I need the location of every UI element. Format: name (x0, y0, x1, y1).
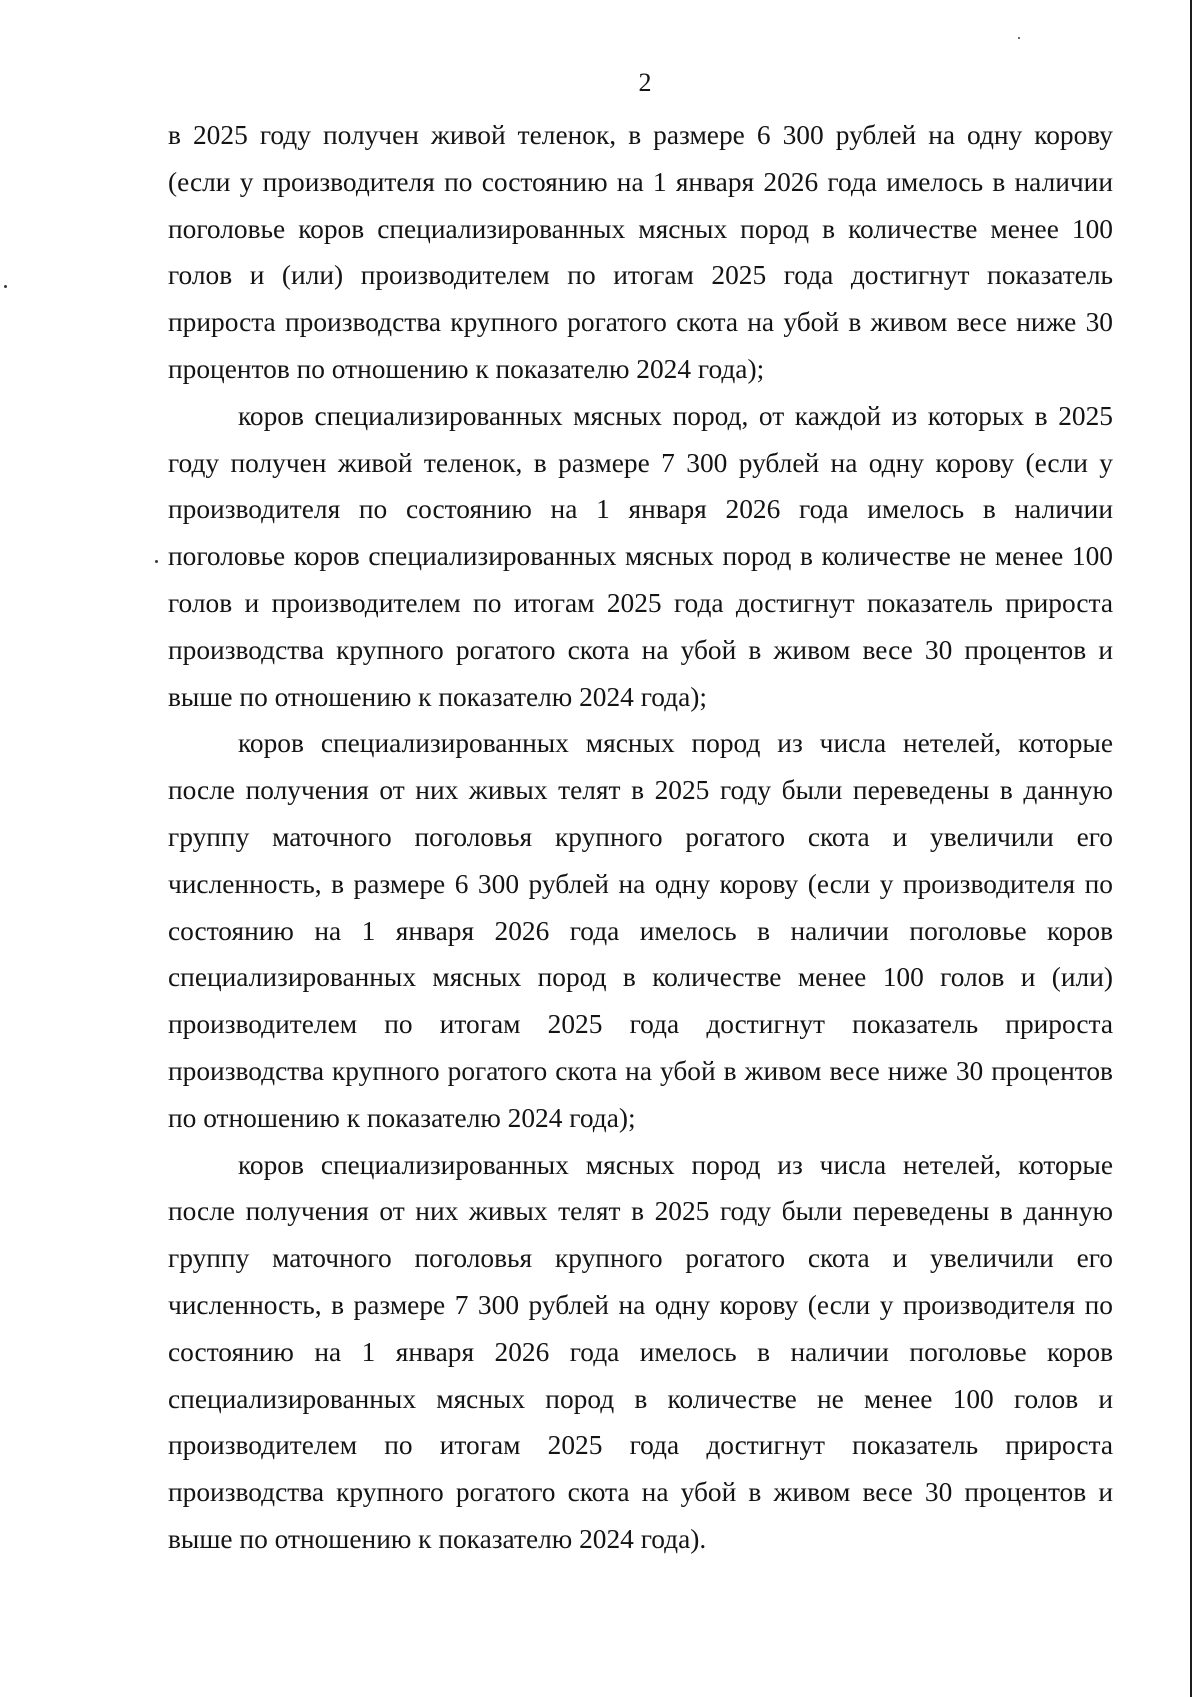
scan-speck (4, 285, 7, 288)
paragraph-2: коров специализированных мясных пород, от каждой из которых в 2025 году получен живой теленок, в размере 7 300 рублей на одну корову (если у производителя по состоянию на 1 января 2026 года имелось в наличии поголовье коров специализированных мясных пород в количестве не менее 100 голов и производителем по итогам 2025 года достигнут показатель прироста производства крупного рогатого скота на убой в живом весе 30 процентов и выше по отношению к показателю 2024 года); (168, 400, 1113, 712)
scan-page-edge (1190, 0, 1192, 1697)
paragraph-3: коров специализированных мясных пород из числа нетелей, которые после получения от них живых телят в 2025 году были переведены в данную группу маточного поголовья крупного рогатого скота и увеличили его численность, в размере 6 300 рублей на одну корову (если у производителя по состоянию на 1 января 2026 года имелось в наличии поголовье коров специализированных мясных пород в количестве менее 100 голов и (или) производителем по итогам 2025 года достигнут показатель прироста производства крупного рогатого скота на убой в живом весе ниже 30 процентов по отношению к показателю 2024 года); (168, 728, 1113, 1133)
scan-speck (155, 560, 158, 563)
document-body (168, 112, 1113, 1563)
paragraph-4: коров специализированных мясных пород из числа нетелей, которые после получения от них живых телят в 2025 году были переведены в данную группу маточного поголовья крупного рогатого скота и увеличили его численность, в размере 7 300 рублей на одну корову (если у производителя по состоянию на 1 января 2026 года имелось в наличии поголовье коров специализированных мясных пород в количестве не менее 100 голов и производителем по итогам 2025 года достигнут показатель прироста производства крупного рогатого скота на убой в живом весе 30 процентов и выше по отношению к показателю 2024 года). (168, 1149, 1113, 1554)
paragraph-1-continuation: в 2025 году получен живой теленок, в размере 6 300 рублей на одну корову (если у производителя по состоянию на 1 января 2026 года имелось в наличии поголовье коров специализированных мясных пород в количестве менее 100 голов и (или) производителем по итогам 2025 года достигнут показатель прироста производства крупного рогатого скота на убой в живом весе ниже 30 процентов по отношению к показателю 2024 года); (168, 120, 1113, 384)
scan-speck (1018, 37, 1020, 39)
page-number: 2 (638, 68, 652, 97)
